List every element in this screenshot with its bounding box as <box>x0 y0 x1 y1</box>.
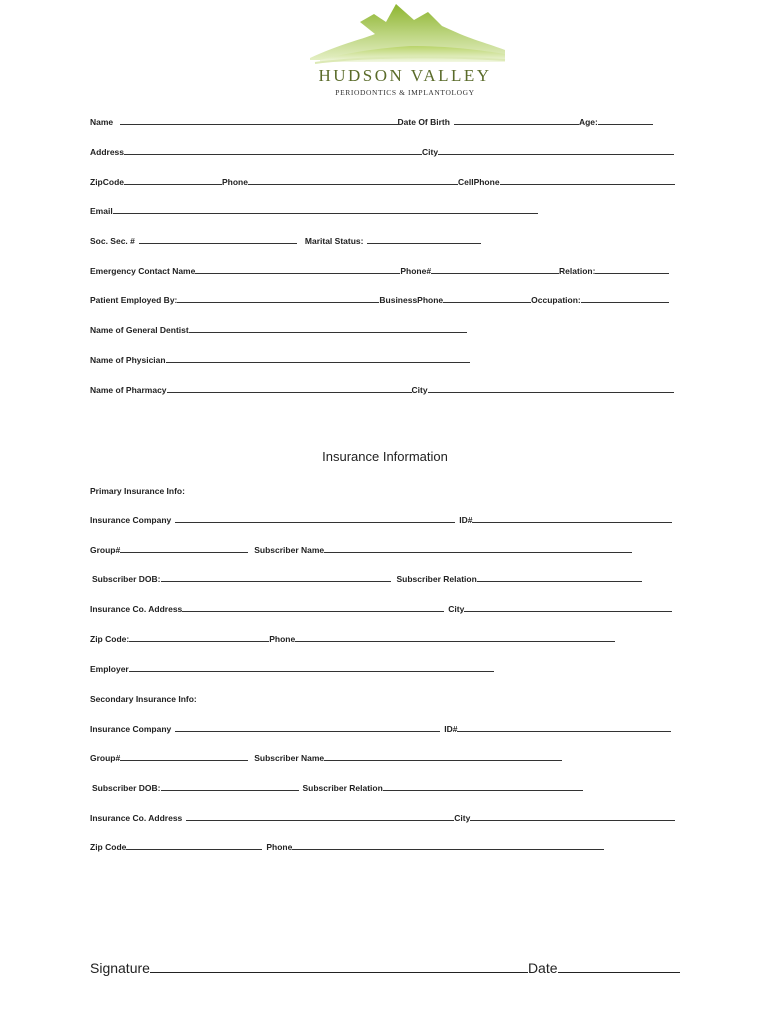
label-relation: Relation: <box>559 266 596 276</box>
emergency-phone-field[interactable] <box>431 266 559 274</box>
zipcode-field[interactable] <box>124 177 222 185</box>
label-emergency-phone: Phone# <box>400 266 432 276</box>
label-primary-company: Insurance Company <box>90 515 172 525</box>
primary-group-field[interactable] <box>120 545 248 553</box>
label-age: Age: <box>578 117 598 127</box>
physician-field[interactable] <box>166 355 470 363</box>
row-primary-address <box>90 604 672 615</box>
signature-row <box>90 960 680 976</box>
primary-city-field[interactable] <box>464 604 672 612</box>
primary-insurance-title: Primary Insurance Info: <box>90 486 185 496</box>
label-secondary-co-address: Insurance Co. Address <box>90 813 183 823</box>
label-physician: Name of Physician <box>90 355 166 365</box>
city-field[interactable] <box>438 147 674 155</box>
date-field[interactable] <box>558 960 680 973</box>
label-primary-city: City <box>448 604 465 614</box>
label-secondary-subscriber-relation: Subscriber Relation <box>302 783 383 793</box>
cellphone-field[interactable] <box>500 177 675 185</box>
row-primary-employer <box>90 664 494 675</box>
label-pharmacy-city: City <box>411 385 428 395</box>
secondary-phone-field[interactable] <box>292 842 604 850</box>
secondary-subscriber-dob-field[interactable] <box>161 783 299 791</box>
pharmacy-field[interactable] <box>167 385 412 393</box>
label-date: Date <box>527 960 558 976</box>
label-cellphone: CellPhone <box>457 177 500 187</box>
secondary-company-field[interactable] <box>175 724 440 732</box>
emergency-name-field[interactable] <box>195 266 400 274</box>
secondary-id-field[interactable] <box>457 724 671 732</box>
row-primary-company <box>90 515 672 526</box>
secondary-city-field[interactable] <box>470 813 675 821</box>
label-occupation: Occupation: <box>531 295 581 305</box>
occupation-field[interactable] <box>581 295 669 303</box>
practice-logo <box>300 0 510 100</box>
label-secondary-city: City <box>454 813 471 823</box>
row-secondary-address <box>90 813 675 824</box>
label-emergency: Emergency Contact Name <box>90 266 196 276</box>
label-secondary-id: ID# <box>444 724 458 734</box>
primary-subscriber-name-field[interactable] <box>324 545 632 553</box>
primary-zip-field[interactable] <box>129 634 269 642</box>
secondary-co-address-field[interactable] <box>186 813 454 821</box>
marital-field[interactable] <box>367 236 481 244</box>
mountain-logo-icon <box>300 0 510 66</box>
primary-subscriber-dob-field[interactable] <box>161 574 391 582</box>
row-secondary-subscriber-dob <box>92 783 583 794</box>
dob-field[interactable] <box>454 117 579 125</box>
primary-phone-field[interactable] <box>295 634 615 642</box>
label-primary-employer: Employer <box>90 664 129 674</box>
employed-by-field[interactable] <box>177 295 379 303</box>
secondary-zip-field[interactable] <box>126 842 262 850</box>
row-dentist <box>90 325 467 336</box>
label-city: City <box>422 147 439 157</box>
label-address: Address <box>90 147 125 157</box>
signature-field[interactable] <box>150 960 528 973</box>
secondary-group-field[interactable] <box>120 753 248 761</box>
label-secondary-subscriber-name: Subscriber Name <box>254 753 325 763</box>
primary-subscriber-relation-field[interactable] <box>477 574 642 582</box>
address-field[interactable] <box>124 147 422 155</box>
row-zip-phone <box>90 177 675 188</box>
label-primary-group: Group# <box>90 545 121 555</box>
label-secondary-group: Group# <box>90 753 121 763</box>
row-ssn <box>90 236 481 247</box>
secondary-subscriber-relation-field[interactable] <box>383 783 583 791</box>
label-primary-subscriber-name: Subscriber Name <box>254 545 325 555</box>
primary-employer-field[interactable] <box>129 664 494 672</box>
label-primary-co-address: Insurance Co. Address <box>90 604 183 614</box>
label-business-phone: BusinessPhone <box>379 295 444 305</box>
label-secondary-phone: Phone <box>266 842 293 852</box>
row-primary-group <box>90 545 632 556</box>
row-primary-zip <box>90 634 615 645</box>
label-primary-subscriber-relation: Subscriber Relation <box>396 574 477 584</box>
label-marital: Marital Status: <box>304 236 364 246</box>
primary-id-field[interactable] <box>472 515 672 523</box>
primary-company-field[interactable] <box>175 515 455 523</box>
name-field[interactable] <box>120 117 398 125</box>
row-secondary-group <box>90 753 562 764</box>
label-primary-phone: Phone <box>269 634 296 644</box>
insurance-heading: Insurance Information <box>322 449 448 464</box>
row-physician <box>90 355 470 366</box>
phone-field[interactable] <box>248 177 458 185</box>
row-secondary-company <box>90 724 671 735</box>
business-phone-field[interactable] <box>443 295 531 303</box>
label-signature: Signature <box>90 960 150 976</box>
secondary-subscriber-name-field[interactable] <box>324 753 562 761</box>
relation-field[interactable] <box>595 266 669 274</box>
label-name: Name <box>90 117 114 127</box>
label-primary-zip: Zip Code: <box>90 634 130 644</box>
email-field[interactable] <box>113 206 538 214</box>
row-name <box>90 117 653 128</box>
label-secondary-subscriber-dob: Subscriber DOB: <box>92 783 161 793</box>
label-email: Email <box>90 206 113 216</box>
row-pharmacy <box>90 385 674 396</box>
row-address <box>90 147 674 158</box>
label-phone: Phone <box>222 177 248 187</box>
label-dentist: Name of General Dentist <box>90 325 189 335</box>
row-email <box>90 206 538 217</box>
label-primary-id: ID# <box>459 515 473 525</box>
dentist-field[interactable] <box>189 325 467 333</box>
row-employment <box>90 295 669 306</box>
label-pharmacy: Name of Pharmacy <box>90 385 167 395</box>
secondary-insurance-title: Secondary Insurance Info: <box>90 694 197 704</box>
brand-name: HUDSON VALLEY <box>318 66 492 85</box>
row-secondary-zip <box>90 842 604 853</box>
ssn-field[interactable] <box>139 236 297 244</box>
label-ssn: Soc. Sec. # <box>90 236 135 246</box>
row-primary-subscriber-dob <box>92 574 642 585</box>
label-secondary-company: Insurance Company <box>90 724 172 734</box>
primary-co-address-field[interactable] <box>182 604 444 612</box>
brand-tagline: PERIODONTICS & IMPLANTOLOGY <box>335 88 475 97</box>
label-dob: Date Of Birth <box>397 117 450 127</box>
pharmacy-city-field[interactable] <box>428 385 674 393</box>
row-emergency <box>90 266 669 277</box>
label-zipcode: ZipCode <box>90 177 124 187</box>
label-secondary-zip: Zip Code <box>90 842 127 852</box>
age-field[interactable] <box>598 117 653 125</box>
label-primary-subscriber-dob: Subscriber DOB: <box>92 574 161 584</box>
label-employed-by: Patient Employed By: <box>90 295 178 305</box>
